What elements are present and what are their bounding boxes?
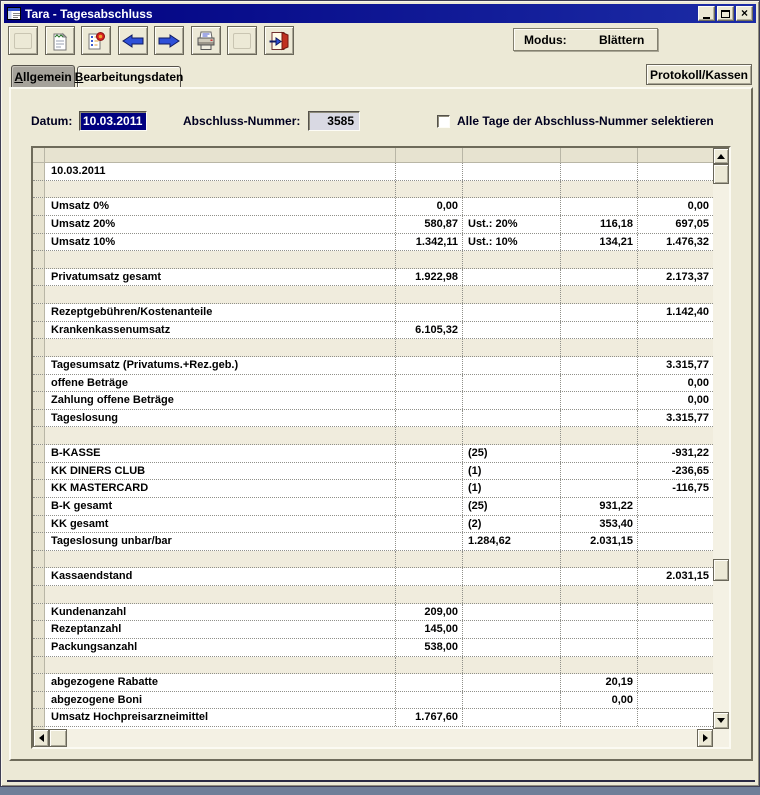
row-header-cell: [33, 604, 45, 621]
table-cell: [561, 445, 638, 462]
grid-header-cell: [33, 148, 45, 163]
table-cell: [396, 427, 463, 444]
table-row[interactable]: [33, 604, 713, 622]
row-header-cell: [33, 639, 45, 656]
table-cell: [638, 533, 713, 550]
window-bottom-edge: [7, 780, 755, 782]
table-cell: [463, 586, 561, 603]
table-cell: Ust.: 20%: [463, 216, 561, 233]
window-title: Tara - Tagesabschluss: [25, 6, 153, 21]
table-cell: [561, 181, 638, 198]
table-cell: (1): [463, 463, 561, 480]
table-cell: [638, 586, 713, 603]
table-cell: [463, 286, 561, 303]
table-cell: 6.105,32: [396, 322, 463, 339]
table-cell: 1.767,60: [396, 709, 463, 726]
table-row[interactable]: [33, 621, 713, 639]
table-cell: [638, 286, 713, 303]
row-header-cell: [33, 516, 45, 533]
table-cell: [396, 498, 463, 515]
arrow-left-small-icon: [39, 734, 44, 742]
table-cell: [396, 286, 463, 303]
abschluss-nummer-label: Abschluss-Nummer:: [183, 114, 301, 128]
table-cell: Zahlung offene Beträge: [45, 392, 396, 409]
scroll-right-button[interactable]: [697, 729, 713, 747]
table-cell: 209,00: [396, 604, 463, 621]
table-cell: [463, 674, 561, 691]
table-cell: [561, 286, 638, 303]
table-row[interactable]: [33, 357, 713, 375]
table-cell: [396, 586, 463, 603]
toolbar-button-document[interactable]: [45, 26, 75, 55]
protokoll-kassen-button[interactable]: Protokoll/Kassen: [646, 64, 752, 85]
row-header-cell: [33, 216, 45, 233]
table-cell: 0,00: [687, 200, 709, 213]
table-cell: [396, 357, 463, 374]
row-header-cell: [33, 445, 45, 462]
table-cell: [561, 163, 638, 180]
table-cell: [396, 410, 463, 427]
table-cell: 1.142,40: [666, 306, 709, 318]
document-icon: [50, 31, 70, 51]
tab-allgemein[interactable]: [11, 65, 75, 87]
table-cell: [463, 427, 561, 444]
row-header-cell: [33, 181, 45, 198]
vscrollbar-thumb[interactable]: [713, 164, 729, 184]
vertical-scrollbar[interactable]: [713, 148, 729, 729]
table-cell: [561, 463, 638, 480]
row-header-cell: [33, 163, 45, 180]
table-cell: [638, 427, 713, 444]
arrow-up-icon: [717, 154, 725, 159]
table-cell: [463, 551, 561, 568]
table-cell: [463, 375, 561, 392]
table-row[interactable]: [33, 463, 713, 481]
table-row[interactable]: [33, 375, 713, 393]
table-cell: (25): [463, 445, 561, 462]
table-cell: [561, 375, 638, 392]
table-cell: [638, 163, 713, 180]
mode-label: Modus:: [524, 33, 567, 47]
scroll-down-button[interactable]: [713, 712, 729, 729]
table-cell: [463, 269, 561, 286]
blank-icon: [14, 33, 32, 49]
table-cell: [561, 339, 638, 356]
table-cell: 0,00: [687, 394, 709, 407]
app-icon[interactable]: [7, 7, 21, 20]
table-cell: [45, 427, 396, 444]
row-header-cell: [33, 251, 45, 268]
row-header-cell: [33, 657, 45, 674]
table-cell: [638, 604, 713, 621]
table-row[interactable]: [33, 480, 713, 498]
row-header-cell: [33, 586, 45, 603]
abschluss-nummer-field[interactable]: [308, 111, 360, 131]
table-cell: [561, 568, 638, 585]
scrollbar-corner: [713, 729, 729, 747]
table-cell: [561, 392, 638, 409]
table-cell: Packungsanzahl: [45, 639, 396, 656]
table-cell: Rezeptanzahl: [45, 621, 396, 638]
table-cell: [396, 251, 463, 268]
table-cell: B-K gesamt: [45, 498, 396, 515]
table-cell: [45, 339, 396, 356]
table-cell: [45, 586, 396, 603]
table-cell: [463, 692, 561, 709]
row-header-cell: [33, 339, 45, 356]
table-cell: [638, 322, 713, 339]
table-cell: [638, 339, 713, 356]
datum-field[interactable]: [79, 111, 147, 131]
row-header-cell: [33, 480, 45, 497]
row-header-cell: [33, 551, 45, 568]
table-row[interactable]: [33, 251, 713, 269]
table-cell: [396, 375, 463, 392]
minimize-icon: [703, 17, 710, 19]
row-header-cell: [33, 427, 45, 444]
table-cell: [396, 551, 463, 568]
grid-header-cell: [396, 148, 463, 163]
table-cell: KK DINERS CLUB: [45, 463, 396, 480]
arrow-right-small-icon: [703, 734, 708, 742]
table-cell: [638, 709, 713, 726]
table-cell: 353,40: [561, 516, 638, 533]
grid-header-cell: [463, 148, 561, 163]
close-button[interactable]: [736, 6, 753, 21]
table-cell: 3.315,77: [666, 411, 709, 424]
toolbar-button-exit[interactable]: [264, 26, 294, 55]
table-cell: [463, 639, 561, 656]
table-cell: [396, 445, 463, 462]
datum-label: Datum:: [31, 114, 73, 128]
table-cell: [45, 657, 396, 674]
table-cell: 580,87: [396, 216, 463, 233]
table-cell: 2.031,15: [561, 533, 638, 550]
table-cell: offene Beträge: [45, 375, 396, 392]
table-cell: 1.284,62: [463, 533, 561, 550]
table-cell: 931,22: [561, 498, 638, 515]
table-cell: Kundenanzahl: [45, 604, 396, 621]
table-cell: 2.031,15: [666, 570, 709, 583]
table-row[interactable]: [33, 163, 713, 181]
table-row[interactable]: [33, 568, 713, 586]
table-cell: [561, 621, 638, 638]
arrow-left-icon: [121, 33, 145, 49]
table-cell: 1.476,32: [666, 235, 709, 248]
table-cell: -931,22: [671, 447, 709, 459]
table-cell: [396, 304, 463, 321]
row-header-cell: [33, 410, 45, 427]
table-cell: [561, 639, 638, 656]
grid-header-row: [33, 148, 713, 163]
table-row[interactable]: [33, 586, 713, 604]
toolbar-button-certificate[interactable]: [81, 26, 111, 55]
table-cell: KK gesamt: [45, 516, 396, 533]
grid-rows: [33, 163, 713, 729]
grid-header-cell: [45, 148, 396, 163]
table-cell: Umsatz 10%: [45, 234, 396, 251]
abschluss-nummer-value: 3585: [327, 114, 354, 128]
row-header-cell: [33, 375, 45, 392]
toolbar-button-print[interactable]: [191, 26, 221, 55]
table-cell: [561, 586, 638, 603]
mode-panel: [513, 28, 658, 51]
row-header-cell: [33, 674, 45, 691]
table-row[interactable]: [33, 498, 713, 516]
scroll-left-button[interactable]: [33, 729, 49, 747]
row-header-cell: [33, 709, 45, 726]
table-row[interactable]: [33, 639, 713, 657]
blank-icon: [233, 33, 251, 49]
table-cell: [396, 657, 463, 674]
table-cell: [561, 322, 638, 339]
table-cell: Rezeptgebühren/Kostenanteile: [45, 304, 396, 321]
grid-header-cell: [638, 148, 713, 163]
table-cell: 134,21: [561, 234, 638, 251]
row-header-cell: [33, 322, 45, 339]
table-cell: Privatumsatz gesamt: [45, 269, 396, 286]
table-row[interactable]: [33, 427, 713, 445]
maximize-icon: [721, 10, 730, 18]
table-row[interactable]: [33, 304, 713, 322]
table-cell: KK MASTERCARD: [45, 480, 396, 497]
table-row[interactable]: [33, 533, 713, 551]
table-cell: [45, 286, 396, 303]
table-cell: [463, 339, 561, 356]
table-cell: [463, 392, 561, 409]
table-row[interactable]: [33, 692, 713, 710]
table-row[interactable]: [33, 709, 713, 727]
table-cell: [561, 657, 638, 674]
table-cell: [638, 181, 713, 198]
table-cell: [396, 516, 463, 533]
row-header-cell: [33, 463, 45, 480]
row-header-cell: [33, 392, 45, 409]
table-cell: [638, 498, 713, 515]
row-header-cell: [33, 621, 45, 638]
table-cell: Tagesumsatz (Privatums.+Rez.geb.): [45, 357, 396, 374]
row-header-cell: [33, 692, 45, 709]
table-row[interactable]: [33, 445, 713, 463]
table-cell: [638, 674, 713, 691]
table-cell: 697,05: [675, 217, 709, 230]
table-cell: [396, 674, 463, 691]
table-cell: [561, 709, 638, 726]
toolbar-button-7[interactable]: [227, 26, 257, 55]
table-cell: -116,75: [672, 482, 709, 495]
table-cell: [638, 692, 713, 709]
table-cell: 10.03.2011: [45, 163, 396, 180]
table-cell: [396, 339, 463, 356]
table-cell: 0,00: [687, 376, 709, 389]
table-cell: [561, 304, 638, 321]
alle-tage-checkbox[interactable]: [437, 115, 450, 128]
table-cell: [396, 480, 463, 497]
table-cell: Tageslosung unbar/bar: [45, 533, 396, 550]
table-cell: 1.922,98: [396, 269, 463, 286]
table-cell: [45, 251, 396, 268]
table-cell: [561, 427, 638, 444]
table-cell: [463, 357, 561, 374]
tab-bearbeitungsdaten[interactable]: [74, 66, 184, 87]
horizontal-scrollbar[interactable]: [33, 729, 713, 747]
table-cell: [463, 304, 561, 321]
table-cell: (25): [463, 498, 561, 515]
table-cell: 2.173,37: [666, 270, 709, 283]
table-cell: [561, 604, 638, 621]
table-cell: -236,65: [671, 464, 709, 477]
table-row[interactable]: [33, 234, 713, 252]
table-cell: 0,00: [396, 198, 463, 215]
maximize-button[interactable]: [717, 6, 734, 21]
table-cell: [463, 410, 561, 427]
table-cell: [396, 181, 463, 198]
table-cell: [463, 198, 561, 215]
table-row[interactable]: [33, 286, 713, 304]
table-cell: Tageslosung: [45, 410, 396, 427]
table-row[interactable]: [33, 198, 713, 216]
printer-icon: [195, 31, 217, 51]
toolbar-button-next[interactable]: [154, 26, 184, 55]
table-cell: abgezogene Boni: [45, 692, 396, 709]
table-cell: 0,00: [561, 692, 638, 709]
table-cell: [638, 251, 713, 268]
table-cell: [638, 621, 713, 638]
table-cell: [561, 357, 638, 374]
table-cell: [561, 410, 638, 427]
table-cell: Umsatz 20%: [45, 216, 396, 233]
table-cell: [396, 392, 463, 409]
table-cell: Krankenkassenumsatz: [45, 322, 396, 339]
table-cell: [45, 181, 396, 198]
grid-header-cell: [561, 148, 638, 163]
table-cell: [396, 163, 463, 180]
exit-door-icon: [268, 31, 290, 51]
table-cell: abgezogene Rabatte: [45, 674, 396, 691]
toolbar-button-1[interactable]: [8, 26, 38, 55]
table-cell: [463, 604, 561, 621]
table-cell: 145,00: [396, 621, 463, 638]
row-header-cell: [33, 269, 45, 286]
tab-panel: [9, 87, 753, 761]
table-cell: [463, 251, 561, 268]
table-cell: 3.315,77: [666, 358, 709, 371]
minimize-button[interactable]: [698, 6, 715, 21]
table-cell: [463, 163, 561, 180]
table-cell: [463, 322, 561, 339]
table-cell: 116,18: [561, 216, 638, 233]
table-cell: [561, 480, 638, 497]
row-header-cell: [33, 286, 45, 303]
tab-label: earbeitungsdaten: [83, 70, 184, 84]
report-grid: [31, 146, 731, 749]
table-cell: Kassaendstand: [45, 568, 396, 585]
tab-label: B: [74, 70, 84, 84]
alle-tage-checkbox-label: Alle Tage der Abschluss-Nummer selektieren: [457, 114, 714, 128]
table-cell: Ust.: 10%: [463, 234, 561, 251]
table-row[interactable]: [33, 516, 713, 534]
table-row[interactable]: [33, 181, 713, 199]
table-cell: Umsatz Hochpreisarzneimittel: [45, 709, 396, 726]
table-cell: 20,19: [561, 674, 638, 691]
table-cell: [561, 551, 638, 568]
table-row[interactable]: [33, 216, 713, 234]
row-header-cell: [33, 498, 45, 515]
table-cell: 538,00: [396, 639, 463, 656]
table-cell: [561, 251, 638, 268]
table-cell: [396, 533, 463, 550]
toolbar-button-previous[interactable]: [118, 26, 148, 55]
certificate-icon: [86, 31, 106, 51]
table-cell: [463, 657, 561, 674]
row-header-cell: [33, 304, 45, 321]
row-header-cell: [33, 533, 45, 550]
mode-value: Blättern: [599, 33, 645, 47]
arrow-down-icon: [717, 718, 725, 723]
tab-label: A: [14, 69, 23, 84]
tab-label: llgemein: [22, 69, 72, 84]
table-cell: [463, 621, 561, 638]
row-header-cell: [33, 568, 45, 585]
table-cell: (2): [463, 516, 561, 533]
table-cell: Umsatz 0%: [45, 198, 396, 215]
table-row[interactable]: [33, 551, 713, 569]
table-cell: [45, 551, 396, 568]
table-cell: [638, 516, 713, 533]
table-cell: [561, 269, 638, 286]
hscrollbar-thumb[interactable]: [49, 729, 67, 747]
row-header-cell: [33, 198, 45, 215]
table-cell: [638, 639, 713, 656]
table-row[interactable]: [33, 269, 713, 287]
scroll-split-box[interactable]: [713, 559, 729, 581]
table-cell: [463, 181, 561, 198]
scroll-up-button[interactable]: [713, 148, 729, 164]
arrow-right-icon: [157, 33, 181, 49]
table-row[interactable]: [33, 339, 713, 357]
table-cell: [396, 463, 463, 480]
table-cell: [463, 709, 561, 726]
table-cell: 1.342,11: [396, 234, 463, 251]
titlebar[interactable]: [4, 4, 756, 23]
row-header-cell: [33, 357, 45, 374]
table-cell: [463, 568, 561, 585]
table-row[interactable]: [33, 657, 713, 675]
row-header-cell: [33, 234, 45, 251]
table-cell: [638, 551, 713, 568]
table-row[interactable]: [33, 674, 713, 692]
table-row[interactable]: [33, 322, 713, 340]
table-cell: [396, 568, 463, 585]
table-row[interactable]: [33, 410, 713, 428]
table-cell: (1): [463, 480, 561, 497]
table-cell: B-KASSE: [45, 445, 396, 462]
close-icon: ×: [740, 5, 748, 20]
table-cell: [561, 198, 638, 215]
table-cell: [638, 657, 713, 674]
table-cell: [396, 692, 463, 709]
table-row[interactable]: [33, 392, 713, 410]
datum-value: 10.03.2011: [83, 114, 143, 128]
